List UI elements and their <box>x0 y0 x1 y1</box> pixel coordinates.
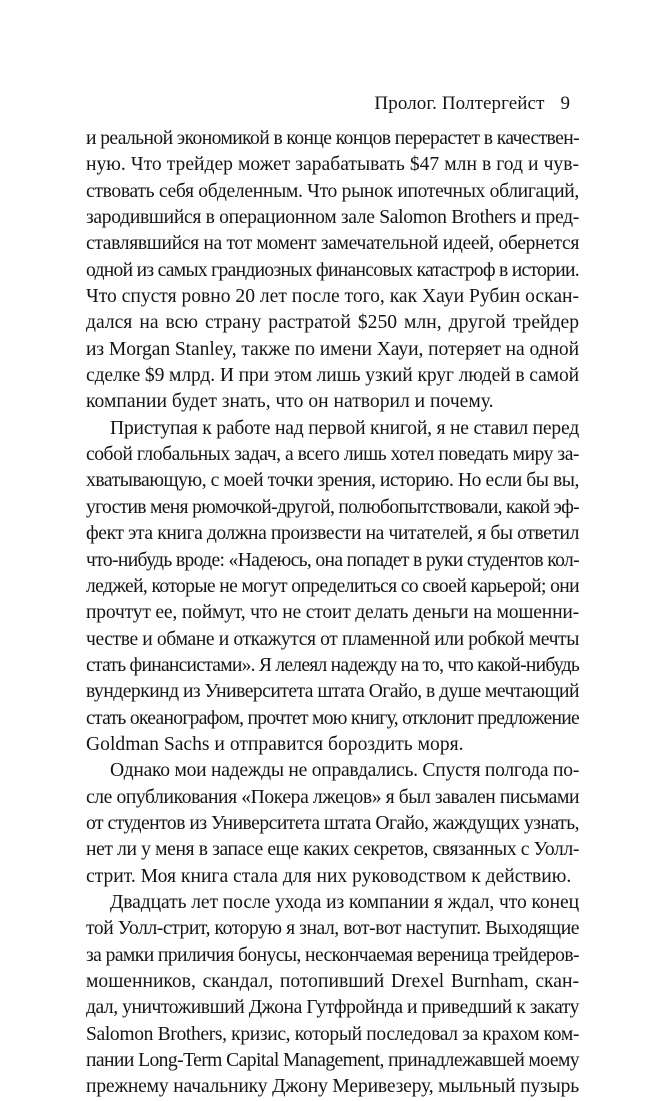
paragraph <box>86 416 579 758</box>
text-line: ствовать себя обделенным. Что рынок ипотечных облигаций, <box>86 180 580 202</box>
text-line: ную. Что трейдер может зарабатывать $47 млн в год и чув- <box>86 154 579 176</box>
text-line: нет ли у меня в запасе еще каких секретов, связанных с Уолл- <box>86 839 579 861</box>
text-line: Двадцать лет после ухода из компании я ждал, что конец <box>110 891 579 913</box>
text-line: фект эта книга должна произвести на читателей, я бы ответил <box>86 523 579 545</box>
text-line: Goldman Sachs и отправится бороздить моря. <box>86 733 464 755</box>
text-line: стрит. Моя книга стала для них руководством к действию. <box>86 865 572 887</box>
text-line: Однако мои надежды не оправдались. Спустя полгода по- <box>110 760 580 782</box>
text-line: леджей, которые не могут определиться со своей карьерой; они <box>86 575 580 597</box>
text-line: сделке $9 млрд. И при этом лишь узкий круг людей в самой <box>86 365 580 387</box>
text-line: от студентов из Университета штата Огайо, жаждущих узнать, <box>86 812 580 834</box>
text-line: сле опубликования «Покера лжецов» я был завален письмами <box>86 786 580 808</box>
text-line: дался на всю страну растратой $250 млн, другой трейдер <box>86 312 579 334</box>
text-line: одной из самых грандиозных финансовых катастроф в истории. <box>86 259 579 281</box>
text-line: что-нибудь вроде: «Надеюсь, она попадет в руки студентов кол- <box>86 549 580 571</box>
text-line: Приступая к работе над первой книгой, я не ставил перед <box>110 417 580 439</box>
text-line: собой глобальных задач, а всего лишь хотел поведать миру за- <box>86 444 579 466</box>
text-line: мошенников, скандал, потопивший Drexel Burnham, скан- <box>86 971 579 992</box>
text-line: честве и обмане и откажутся от пламенной или робкой мечты <box>86 628 579 650</box>
text-line: Что спустя ровно 20 лет после того, как Хауи Рубин оскан- <box>86 286 579 308</box>
running-head <box>374 92 570 116</box>
chapter-title: Пролог. Полтергейст <box>374 93 545 114</box>
text-line: из Morgan Stanley, также по имени Хауи, потеряет на одной <box>86 338 579 360</box>
paragraph <box>86 890 579 1101</box>
text-line: Salomon Brothers, кризис, который последовал за крахом ком- <box>86 1023 580 1045</box>
text-line: стать океанографом, прочтет мою книгу, отклонит предложение <box>86 707 579 729</box>
text-line: за рамки приличия бонусы, нескончаемая вереница трейдеров- <box>86 944 579 966</box>
text-line: прежнему начальнику Джону Меривезеру, мыльный пузырь <box>86 1076 579 1098</box>
text-line: той Уолл-стрит, которую я знал, вот-вот наступит. Выходящие <box>86 918 580 940</box>
text-line: ставлявшийся на тот момент замечательной идеей, обернется <box>86 233 579 255</box>
paragraph <box>86 758 579 890</box>
text-line: зародившийся в операционном зале Salomon Brothers и пред- <box>86 207 579 229</box>
text-line: и реальной экономикой в конце концов перерастет в качествен- <box>86 128 580 149</box>
page-number: 9 <box>560 93 570 114</box>
text-line: пании Long-Term Capital Management, принадлежавшей моему <box>86 1050 579 1072</box>
text-line: прочтут ее, поймут, что не стоит делать деньги на мошенни- <box>86 602 579 624</box>
text-line: хватывающую, с моей точки зрения, историю. Но если бы вы, <box>86 470 579 492</box>
text-line: угостив меня рюмочкой-другой, полюбопытствовали, какой эф- <box>86 496 579 518</box>
paragraph <box>86 126 579 416</box>
text-line: компании будет знать, что он натворил и почему. <box>86 391 494 413</box>
text-line: вундеркинд из Университета штата Огайо, в душе мечтающий <box>86 681 579 703</box>
body-text <box>86 126 579 1101</box>
text-line: дал, уничтоживший Джона Гутфройнда и приведший к закату <box>86 997 579 1019</box>
text-line: стать финансистами». Я лелеял надежду на то, что какой-нибудь <box>86 654 580 676</box>
